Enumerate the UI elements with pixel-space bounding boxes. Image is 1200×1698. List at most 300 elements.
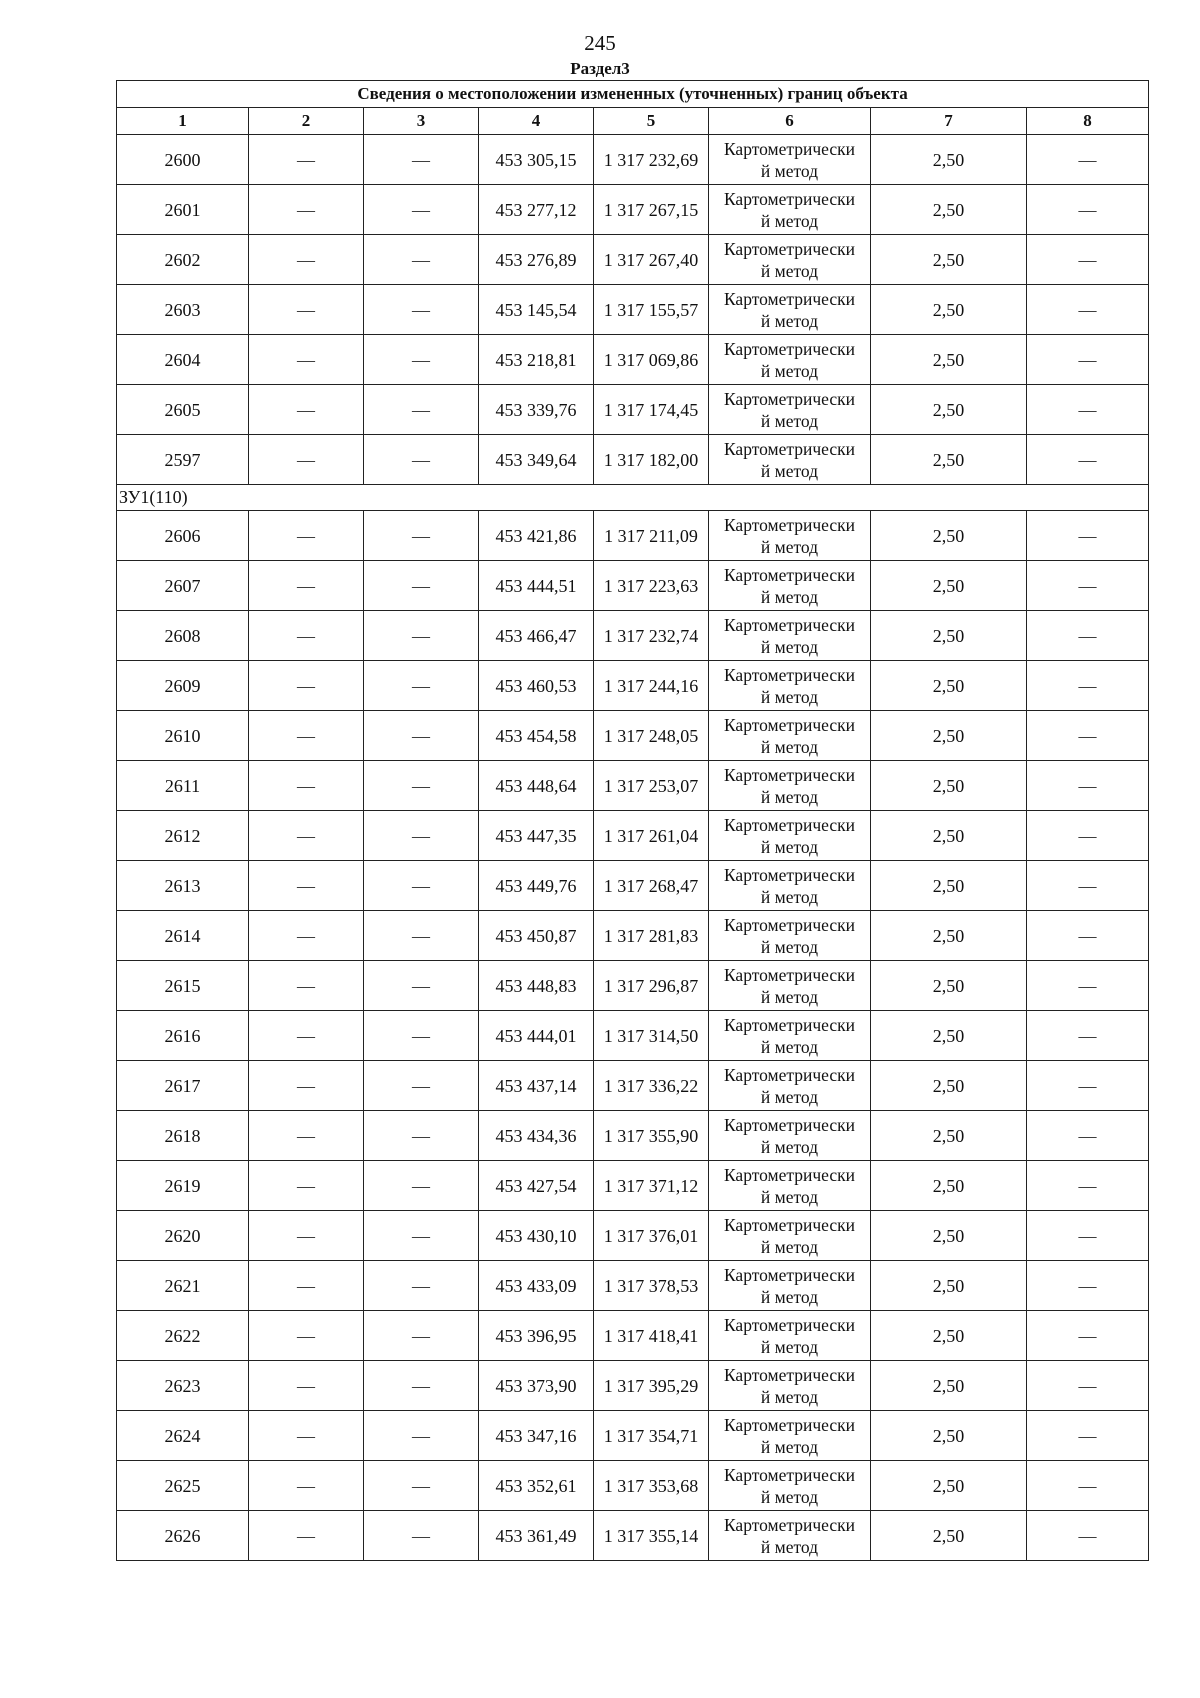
dash-cell: — bbox=[1027, 1361, 1149, 1411]
point-number-cell: 2597 bbox=[117, 435, 249, 485]
dash-cell: — bbox=[364, 1211, 479, 1261]
y-coordinate-cell: 1 317 069,86 bbox=[594, 335, 709, 385]
method-text-line: й метод bbox=[760, 1286, 819, 1307]
y-coordinate-cell: 1 317 296,87 bbox=[594, 961, 709, 1011]
x-coordinate-cell: 453 349,64 bbox=[479, 435, 594, 485]
x-coordinate-cell: 453 444,51 bbox=[479, 561, 594, 611]
dash-cell: — bbox=[249, 661, 364, 711]
table-row bbox=[117, 661, 1149, 711]
method-text-line: Картометрически bbox=[723, 238, 856, 259]
table-row bbox=[117, 1111, 1149, 1161]
method-text-line: й метод bbox=[760, 1336, 819, 1357]
dash-cell: — bbox=[249, 435, 364, 485]
y-coordinate-cell: 1 317 378,53 bbox=[594, 1261, 709, 1311]
table-row bbox=[117, 1061, 1149, 1111]
x-coordinate-cell: 453 361,49 bbox=[479, 1511, 594, 1561]
dash-cell: — bbox=[249, 1061, 364, 1111]
method-text-line: Картометрически bbox=[723, 1164, 856, 1185]
accuracy-cell: 2,50 bbox=[871, 1261, 1027, 1311]
y-coordinate-cell: 1 317 355,14 bbox=[594, 1511, 709, 1561]
method-text-line: Картометрически bbox=[723, 514, 856, 535]
point-number-cell: 2619 bbox=[117, 1161, 249, 1211]
group-label: ЗУ1(110) bbox=[117, 485, 1149, 511]
method-cell bbox=[709, 385, 871, 435]
dash-cell: — bbox=[1027, 135, 1149, 185]
method-text-line: й метод bbox=[760, 936, 819, 957]
dash-cell: — bbox=[364, 435, 479, 485]
accuracy-cell: 2,50 bbox=[871, 661, 1027, 711]
accuracy-cell: 2,50 bbox=[871, 611, 1027, 661]
method-text-line: Картометрически bbox=[723, 1064, 856, 1085]
y-coordinate-cell: 1 317 395,29 bbox=[594, 1361, 709, 1411]
point-number-cell: 2618 bbox=[117, 1111, 249, 1161]
y-coordinate-cell: 1 317 182,00 bbox=[594, 435, 709, 485]
column-header-row bbox=[117, 108, 1149, 135]
method-text-line: Картометрически bbox=[723, 338, 856, 359]
accuracy-cell: 2,50 bbox=[871, 135, 1027, 185]
y-coordinate-cell: 1 317 253,07 bbox=[594, 761, 709, 811]
point-number-cell: 2613 bbox=[117, 861, 249, 911]
method-text-line: й метод bbox=[760, 886, 819, 907]
y-coordinate-cell: 1 317 248,05 bbox=[594, 711, 709, 761]
group-label-row bbox=[117, 485, 1149, 511]
dash-cell: — bbox=[1027, 235, 1149, 285]
table-row bbox=[117, 435, 1149, 485]
dash-cell: — bbox=[249, 1361, 364, 1411]
accuracy-cell: 2,50 bbox=[871, 761, 1027, 811]
accuracy-cell: 2,50 bbox=[871, 1461, 1027, 1511]
table-row bbox=[117, 1361, 1149, 1411]
point-number-cell: 2612 bbox=[117, 811, 249, 861]
x-coordinate-cell: 453 276,89 bbox=[479, 235, 594, 285]
x-coordinate-cell: 453 437,14 bbox=[479, 1061, 594, 1111]
x-coordinate-cell: 453 460,53 bbox=[479, 661, 594, 711]
dash-cell: — bbox=[1027, 911, 1149, 961]
table-row bbox=[117, 285, 1149, 335]
method-cell bbox=[709, 511, 871, 561]
dash-cell: — bbox=[1027, 711, 1149, 761]
method-text-line: й метод bbox=[760, 1186, 819, 1207]
y-coordinate-cell: 1 317 267,15 bbox=[594, 185, 709, 235]
method-cell bbox=[709, 335, 871, 385]
table-row bbox=[117, 1311, 1149, 1361]
dash-cell: — bbox=[1027, 1161, 1149, 1211]
table-title-row bbox=[117, 81, 1149, 108]
accuracy-cell: 2,50 bbox=[871, 285, 1027, 335]
table-row bbox=[117, 911, 1149, 961]
point-number-cell: 2625 bbox=[117, 1461, 249, 1511]
column-header: 2 bbox=[249, 108, 364, 135]
dash-cell: — bbox=[249, 1311, 364, 1361]
dash-cell: — bbox=[364, 235, 479, 285]
x-coordinate-cell: 453 339,76 bbox=[479, 385, 594, 435]
dash-cell: — bbox=[364, 1411, 479, 1461]
accuracy-cell: 2,50 bbox=[871, 1211, 1027, 1261]
x-coordinate-cell: 453 218,81 bbox=[479, 335, 594, 385]
x-coordinate-cell: 453 447,35 bbox=[479, 811, 594, 861]
y-coordinate-cell: 1 317 267,40 bbox=[594, 235, 709, 285]
y-coordinate-cell: 1 317 223,63 bbox=[594, 561, 709, 611]
dash-cell: — bbox=[249, 611, 364, 661]
point-number-cell: 2617 bbox=[117, 1061, 249, 1111]
dash-cell: — bbox=[249, 861, 364, 911]
dash-cell: — bbox=[1027, 961, 1149, 1011]
table-row bbox=[117, 185, 1149, 235]
column-header: 5 bbox=[594, 108, 709, 135]
table-row bbox=[117, 1511, 1149, 1561]
accuracy-cell: 2,50 bbox=[871, 1311, 1027, 1361]
dash-cell: — bbox=[249, 285, 364, 335]
method-cell bbox=[709, 611, 871, 661]
method-cell bbox=[709, 135, 871, 185]
method-cell bbox=[709, 911, 871, 961]
method-text-line: Картометрически bbox=[723, 438, 856, 459]
accuracy-cell: 2,50 bbox=[871, 185, 1027, 235]
method-cell bbox=[709, 1511, 871, 1561]
method-text-line: й метод bbox=[760, 736, 819, 757]
dash-cell: — bbox=[249, 1111, 364, 1161]
section-label: Раздел3 bbox=[570, 59, 630, 78]
dash-cell: — bbox=[249, 385, 364, 435]
dash-cell: — bbox=[364, 611, 479, 661]
dash-cell: — bbox=[1027, 435, 1149, 485]
point-number-cell: 2623 bbox=[117, 1361, 249, 1411]
method-text-line: Картометрически bbox=[723, 1514, 856, 1535]
method-text-line: й метод bbox=[760, 260, 819, 281]
method-text-line: Картометрически bbox=[723, 188, 856, 209]
dash-cell: — bbox=[249, 961, 364, 1011]
x-coordinate-cell: 453 433,09 bbox=[479, 1261, 594, 1311]
table-row bbox=[117, 611, 1149, 661]
method-text-line: Картометрически bbox=[723, 764, 856, 785]
method-text-line: й метод bbox=[760, 410, 819, 431]
dash-cell: — bbox=[249, 235, 364, 285]
table-row bbox=[117, 961, 1149, 1011]
point-number-cell: 2602 bbox=[117, 235, 249, 285]
y-coordinate-cell: 1 317 314,50 bbox=[594, 1011, 709, 1061]
dash-cell: — bbox=[1027, 861, 1149, 911]
dash-cell: — bbox=[249, 185, 364, 235]
method-text-line: Картометрически bbox=[723, 1314, 856, 1335]
dash-cell: — bbox=[1027, 511, 1149, 561]
point-number-cell: 2606 bbox=[117, 511, 249, 561]
x-coordinate-cell: 453 305,15 bbox=[479, 135, 594, 185]
dash-cell: — bbox=[1027, 1011, 1149, 1061]
accuracy-cell: 2,50 bbox=[871, 435, 1027, 485]
dash-cell: — bbox=[364, 1011, 479, 1061]
method-cell bbox=[709, 1261, 871, 1311]
dash-cell: — bbox=[364, 1461, 479, 1511]
dash-cell: — bbox=[249, 911, 364, 961]
dash-cell: — bbox=[1027, 1411, 1149, 1461]
table-row bbox=[117, 1011, 1149, 1061]
method-text-line: й метод bbox=[760, 636, 819, 657]
method-text-line: Картометрически bbox=[723, 864, 856, 885]
dash-cell: — bbox=[1027, 1261, 1149, 1311]
y-coordinate-cell: 1 317 211,09 bbox=[594, 511, 709, 561]
method-text-line: й метод bbox=[760, 1136, 819, 1157]
x-coordinate-cell: 453 454,58 bbox=[479, 711, 594, 761]
x-coordinate-cell: 453 421,86 bbox=[479, 511, 594, 561]
point-number-cell: 2600 bbox=[117, 135, 249, 185]
method-text-line: Картометрически bbox=[723, 1414, 856, 1435]
dash-cell: — bbox=[249, 335, 364, 385]
dash-cell: — bbox=[364, 811, 479, 861]
dash-cell: — bbox=[1027, 1211, 1149, 1261]
point-number-cell: 2624 bbox=[117, 1411, 249, 1461]
dash-cell: — bbox=[364, 661, 479, 711]
dash-cell: — bbox=[1027, 285, 1149, 335]
accuracy-cell: 2,50 bbox=[871, 811, 1027, 861]
x-coordinate-cell: 453 430,10 bbox=[479, 1211, 594, 1261]
accuracy-cell: 2,50 bbox=[871, 711, 1027, 761]
method-cell bbox=[709, 711, 871, 761]
column-header: 3 bbox=[364, 108, 479, 135]
dash-cell: — bbox=[364, 761, 479, 811]
dash-cell: — bbox=[364, 1161, 479, 1211]
point-number-cell: 2626 bbox=[117, 1511, 249, 1561]
accuracy-cell: 2,50 bbox=[871, 511, 1027, 561]
dash-cell: — bbox=[364, 1311, 479, 1361]
point-number-cell: 2607 bbox=[117, 561, 249, 611]
table-row bbox=[117, 335, 1149, 385]
table-row bbox=[117, 811, 1149, 861]
dash-cell: — bbox=[249, 761, 364, 811]
y-coordinate-cell: 1 317 336,22 bbox=[594, 1061, 709, 1111]
method-text-line: й метод bbox=[760, 360, 819, 381]
method-cell bbox=[709, 761, 871, 811]
dash-cell: — bbox=[1027, 1111, 1149, 1161]
x-coordinate-cell: 453 466,47 bbox=[479, 611, 594, 661]
x-coordinate-cell: 453 373,90 bbox=[479, 1361, 594, 1411]
method-text-line: й метод bbox=[760, 786, 819, 807]
method-text-line: Картометрически bbox=[723, 714, 856, 735]
method-cell bbox=[709, 285, 871, 335]
method-cell bbox=[709, 1361, 871, 1411]
y-coordinate-cell: 1 317 353,68 bbox=[594, 1461, 709, 1511]
dash-cell: — bbox=[364, 335, 479, 385]
y-coordinate-cell: 1 317 376,01 bbox=[594, 1211, 709, 1261]
method-cell bbox=[709, 185, 871, 235]
x-coordinate-cell: 453 448,64 bbox=[479, 761, 594, 811]
accuracy-cell: 2,50 bbox=[871, 561, 1027, 611]
dash-cell: — bbox=[249, 1511, 364, 1561]
dash-cell: — bbox=[364, 511, 479, 561]
method-text-line: Картометрически bbox=[723, 1214, 856, 1235]
method-text-line: й метод bbox=[760, 1536, 819, 1557]
dash-cell: — bbox=[1027, 385, 1149, 435]
dash-cell: — bbox=[364, 1061, 479, 1111]
point-number-cell: 2616 bbox=[117, 1011, 249, 1061]
x-coordinate-cell: 453 396,95 bbox=[479, 1311, 594, 1361]
dash-cell: — bbox=[364, 1511, 479, 1561]
dash-cell: — bbox=[1027, 1511, 1149, 1561]
dash-cell: — bbox=[249, 1011, 364, 1061]
method-text-line: й метод bbox=[760, 986, 819, 1007]
y-coordinate-cell: 1 317 371,12 bbox=[594, 1161, 709, 1211]
accuracy-cell: 2,50 bbox=[871, 1061, 1027, 1111]
point-number-cell: 2605 bbox=[117, 385, 249, 435]
table-row bbox=[117, 761, 1149, 811]
method-text-line: й метод bbox=[760, 1036, 819, 1057]
dash-cell: — bbox=[249, 1261, 364, 1311]
method-text-line: й метод bbox=[760, 686, 819, 707]
dash-cell: — bbox=[364, 861, 479, 911]
dash-cell: — bbox=[249, 1211, 364, 1261]
x-coordinate-cell: 453 450,87 bbox=[479, 911, 594, 961]
method-cell bbox=[709, 861, 871, 911]
method-cell bbox=[709, 1311, 871, 1361]
table-title: Сведения о местоположении измененных (уточненных) границ объекта bbox=[117, 81, 1149, 108]
dash-cell: — bbox=[1027, 185, 1149, 235]
x-coordinate-cell: 453 352,61 bbox=[479, 1461, 594, 1511]
dash-cell: — bbox=[1027, 611, 1149, 661]
table-row bbox=[117, 1461, 1149, 1511]
method-text-line: Картометрически bbox=[723, 388, 856, 409]
table-row bbox=[117, 711, 1149, 761]
method-cell bbox=[709, 561, 871, 611]
table-row bbox=[117, 1161, 1149, 1211]
accuracy-cell: 2,50 bbox=[871, 385, 1027, 435]
point-number-cell: 2620 bbox=[117, 1211, 249, 1261]
dash-cell: — bbox=[249, 511, 364, 561]
method-text-line: й метод bbox=[760, 1486, 819, 1507]
dash-cell: — bbox=[364, 385, 479, 435]
column-header: 1 bbox=[117, 108, 249, 135]
point-number-cell: 2609 bbox=[117, 661, 249, 711]
x-coordinate-cell: 453 444,01 bbox=[479, 1011, 594, 1061]
method-text-line: Картометрически bbox=[723, 1464, 856, 1485]
accuracy-cell: 2,50 bbox=[871, 911, 1027, 961]
page-number: 245 bbox=[584, 31, 616, 55]
point-number-cell: 2604 bbox=[117, 335, 249, 385]
method-cell bbox=[709, 961, 871, 1011]
dash-cell: — bbox=[364, 911, 479, 961]
column-header: 4 bbox=[479, 108, 594, 135]
column-header: 6 bbox=[709, 108, 871, 135]
method-cell bbox=[709, 435, 871, 485]
point-number-cell: 2608 bbox=[117, 611, 249, 661]
method-cell bbox=[709, 1111, 871, 1161]
dash-cell: — bbox=[1027, 661, 1149, 711]
x-coordinate-cell: 453 434,36 bbox=[479, 1111, 594, 1161]
method-text-line: Картометрически bbox=[723, 288, 856, 309]
y-coordinate-cell: 1 317 355,90 bbox=[594, 1111, 709, 1161]
x-coordinate-cell: 453 427,54 bbox=[479, 1161, 594, 1211]
point-number-cell: 2622 bbox=[117, 1311, 249, 1361]
method-text-line: Картометрически bbox=[723, 564, 856, 585]
y-coordinate-cell: 1 317 261,04 bbox=[594, 811, 709, 861]
dash-cell: — bbox=[1027, 811, 1149, 861]
y-coordinate-cell: 1 317 244,16 bbox=[594, 661, 709, 711]
method-text-line: й метод bbox=[760, 460, 819, 481]
method-text-line: Картометрически bbox=[723, 1264, 856, 1285]
method-cell bbox=[709, 811, 871, 861]
method-text-line: Картометрически bbox=[723, 138, 856, 159]
method-text-line: й метод bbox=[760, 1436, 819, 1457]
method-text-line: Картометрически bbox=[723, 814, 856, 835]
dash-cell: — bbox=[364, 561, 479, 611]
method-text-line: й метод bbox=[760, 586, 819, 607]
method-text-line: Картометрически bbox=[723, 914, 856, 935]
method-text-line: й метод bbox=[760, 1236, 819, 1257]
x-coordinate-cell: 453 145,54 bbox=[479, 285, 594, 335]
y-coordinate-cell: 1 317 155,57 bbox=[594, 285, 709, 335]
table-row bbox=[117, 135, 1149, 185]
dash-cell: — bbox=[1027, 761, 1149, 811]
dash-cell: — bbox=[364, 961, 479, 1011]
boundary-table bbox=[116, 80, 1149, 1561]
method-text-line: Картометрически bbox=[723, 614, 856, 635]
method-text-line: й метод bbox=[760, 1386, 819, 1407]
point-number-cell: 2611 bbox=[117, 761, 249, 811]
y-coordinate-cell: 1 317 418,41 bbox=[594, 1311, 709, 1361]
method-text-line: й метод bbox=[760, 836, 819, 857]
table-row bbox=[117, 235, 1149, 285]
dash-cell: — bbox=[1027, 561, 1149, 611]
dash-cell: — bbox=[1027, 335, 1149, 385]
y-coordinate-cell: 1 317 232,74 bbox=[594, 611, 709, 661]
method-text-line: Картометрически bbox=[723, 664, 856, 685]
method-text-line: й метод bbox=[760, 210, 819, 231]
table-row bbox=[117, 385, 1149, 435]
point-number-cell: 2614 bbox=[117, 911, 249, 961]
accuracy-cell: 2,50 bbox=[871, 861, 1027, 911]
table-row bbox=[117, 561, 1149, 611]
accuracy-cell: 2,50 bbox=[871, 961, 1027, 1011]
column-header: 8 bbox=[1027, 108, 1149, 135]
method-cell bbox=[709, 1161, 871, 1211]
table-row bbox=[117, 1211, 1149, 1261]
column-header: 7 bbox=[871, 108, 1027, 135]
dash-cell: — bbox=[1027, 1311, 1149, 1361]
method-text-line: й метод bbox=[760, 310, 819, 331]
dash-cell: — bbox=[249, 1411, 364, 1461]
point-number-cell: 2603 bbox=[117, 285, 249, 335]
point-number-cell: 2610 bbox=[117, 711, 249, 761]
table-row bbox=[117, 511, 1149, 561]
method-text-line: й метод bbox=[760, 536, 819, 557]
dash-cell: — bbox=[249, 811, 364, 861]
dash-cell: — bbox=[1027, 1461, 1149, 1511]
method-text-line: й метод bbox=[760, 1086, 819, 1107]
y-coordinate-cell: 1 317 354,71 bbox=[594, 1411, 709, 1461]
accuracy-cell: 2,50 bbox=[871, 335, 1027, 385]
x-coordinate-cell: 453 347,16 bbox=[479, 1411, 594, 1461]
y-coordinate-cell: 1 317 174,45 bbox=[594, 385, 709, 435]
dash-cell: — bbox=[364, 1361, 479, 1411]
method-cell bbox=[709, 1011, 871, 1061]
method-cell bbox=[709, 1411, 871, 1461]
accuracy-cell: 2,50 bbox=[871, 1511, 1027, 1561]
table-row bbox=[117, 1261, 1149, 1311]
y-coordinate-cell: 1 317 281,83 bbox=[594, 911, 709, 961]
x-coordinate-cell: 453 448,83 bbox=[479, 961, 594, 1011]
accuracy-cell: 2,50 bbox=[871, 1011, 1027, 1061]
accuracy-cell: 2,50 bbox=[871, 1161, 1027, 1211]
method-cell bbox=[709, 1461, 871, 1511]
method-text-line: Картометрически bbox=[723, 1364, 856, 1385]
dash-cell: — bbox=[1027, 1061, 1149, 1111]
y-coordinate-cell: 1 317 268,47 bbox=[594, 861, 709, 911]
accuracy-cell: 2,50 bbox=[871, 1411, 1027, 1461]
dash-cell: — bbox=[249, 711, 364, 761]
dash-cell: — bbox=[364, 185, 479, 235]
method-cell bbox=[709, 1061, 871, 1111]
dash-cell: — bbox=[364, 285, 479, 335]
table-row bbox=[117, 861, 1149, 911]
x-coordinate-cell: 453 277,12 bbox=[479, 185, 594, 235]
